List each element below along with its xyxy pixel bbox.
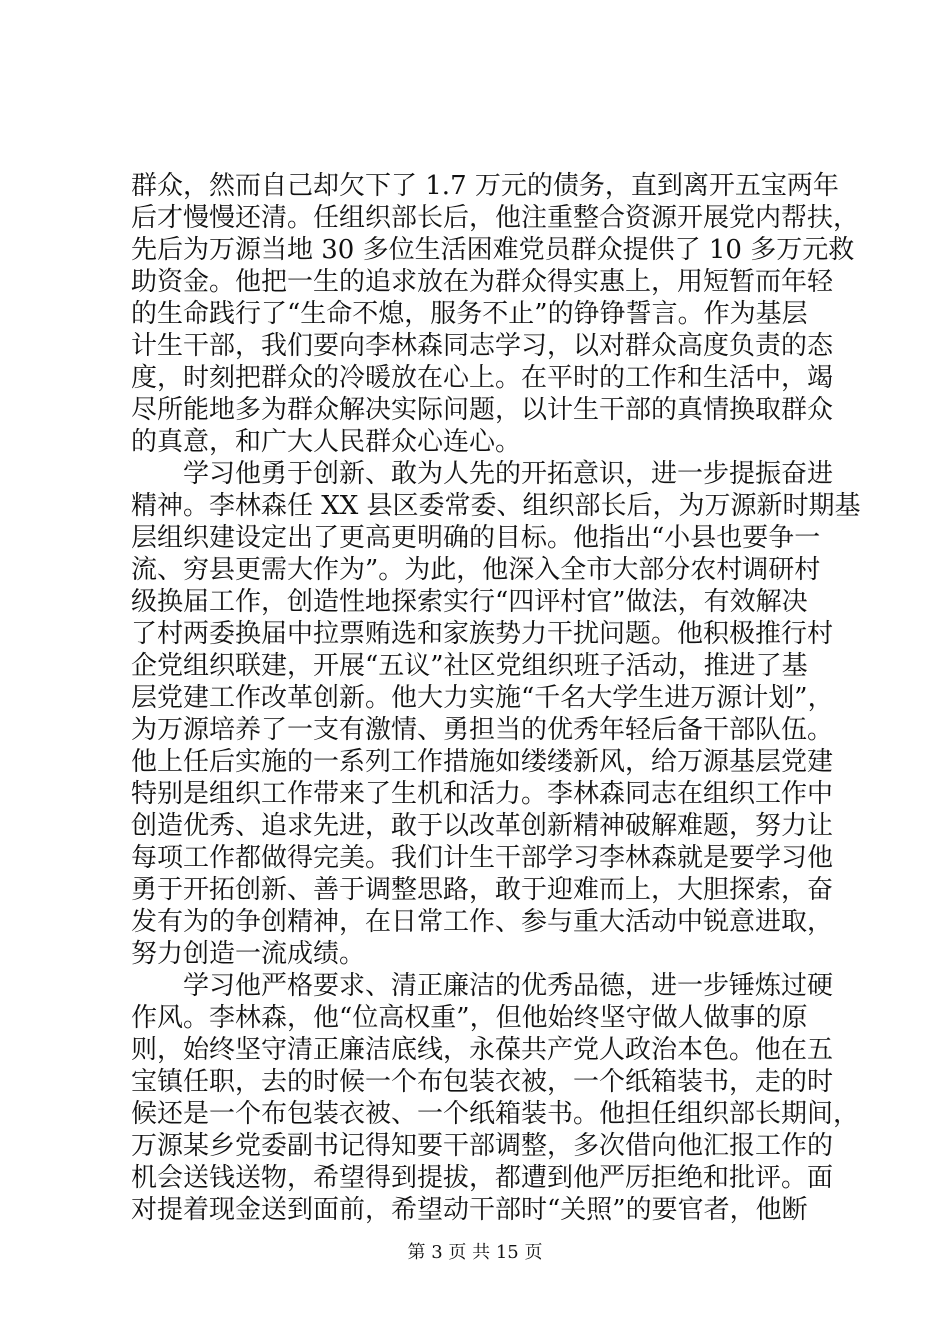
text-line: 机会送钱送物，希望得到提拔，都遭到他严厉拒绝和批评。面	[131, 1163, 834, 1193]
text-line: 层党建工作改革创新。他大力实施“千名大学生进万源计划”，	[131, 683, 834, 713]
text-line: 为万源培养了一支有激情、勇担当的优秀年轻后备干部队伍。	[131, 715, 834, 745]
text-line: 作风。李林森，他“位高权重”，但他始终坚守做人做事的原	[131, 1003, 808, 1033]
text-line: 他上任后实施的一系列工作措施如缕缕新风，给万源基层党建	[131, 747, 834, 777]
text-line: 的真意，和广大人民群众心连心。	[131, 427, 522, 457]
text-line: 每项工作都做得完美。我们计生干部学习李林森就是要学习他	[131, 843, 834, 873]
text-line: 助资金。他把一生的追求放在为群众得实惠上，用短暂而年轻	[131, 267, 834, 297]
text-line: 度，时刻把群众的冷暖放在心上。在平时的工作和生活中，竭	[131, 363, 834, 393]
page-number-footer: 第 3 页 共 15 页	[407, 1242, 543, 1263]
text-line: 企党组织联建，开展“五议”社区党组织班子活动，推进了基	[131, 651, 808, 681]
text-line: 特别是组织工作带来了生机和活力。李林森同志在组织工作中	[131, 779, 834, 809]
text-line: 层组织建设定出了更高更明确的目标。他指出“小县也要争一	[131, 523, 821, 553]
text-line: 候还是一个布包装衣被、一个纸箱装书。他担任组织部长期间，	[131, 1099, 860, 1129]
text-line: 创造优秀、追求先进，敢于以改革创新精神破解难题，努力让	[131, 811, 834, 841]
text-line: 精神。李林森任 XX 县区委常委、组织部长后，为万源新时期基	[131, 491, 861, 521]
text-line: 群众，然而自己却欠下了 1.7 万元的债务，直到离开五宝两年	[131, 171, 839, 201]
text-line: 计生干部，我们要向李林森同志学习，以对群众高度负责的态	[131, 331, 834, 361]
text-line: 则，始终坚守清正廉洁底线，永葆共产党人政治本色。他在五	[131, 1035, 834, 1065]
paragraph-start-line: 学习他勇于创新、敢为人先的开拓意识，进一步提振奋进	[183, 459, 834, 489]
text-line: 宝镇任职，去的时候一个布包装衣被，一个纸箱装书，走的时	[131, 1067, 834, 1097]
text-line: 了村两委换届中拉票贿选和家族势力干扰问题。他积极推行村	[131, 619, 834, 649]
paragraph-start-line: 学习他严格要求、清正廉洁的优秀品德，进一步锤炼过硬	[183, 971, 834, 1001]
text-line: 后才慢慢还清。任组织部长后，他注重整合资源开展党内帮扶，	[131, 203, 860, 233]
text-line: 流、穷县更需大作为”。为此，他深入全市大部分农村调研村	[131, 555, 821, 585]
text-line: 级换届工作，创造性地探索实行“四评村官”做法，有效解决	[131, 587, 808, 617]
text-line: 对提着现金送到面前，希望动干部时“关照”的要官者，他断	[131, 1195, 808, 1225]
text-line: 勇于开拓创新、善于调整思路，敢于迎难而上，大胆探索，奋	[131, 875, 834, 905]
text-line: 先后为万源当地 30 多位生活困难党员群众提供了 10 多万元救	[131, 235, 855, 265]
text-line: 努力创造一流成绩。	[131, 939, 366, 969]
text-line: 的生命践行了“生命不熄，服务不止”的铮铮誓言。作为基层	[131, 299, 808, 329]
text-line: 万源某乡党委副书记得知要干部调整，多次借向他汇报工作的	[131, 1131, 834, 1161]
text-line: 发有为的争创精神，在日常工作、参与重大活动中锐意进取，	[131, 907, 834, 937]
document-body	[131, 170, 861, 1226]
text-line: 尽所能地多为群众解决实际问题，以计生干部的真情换取群众	[131, 395, 834, 425]
